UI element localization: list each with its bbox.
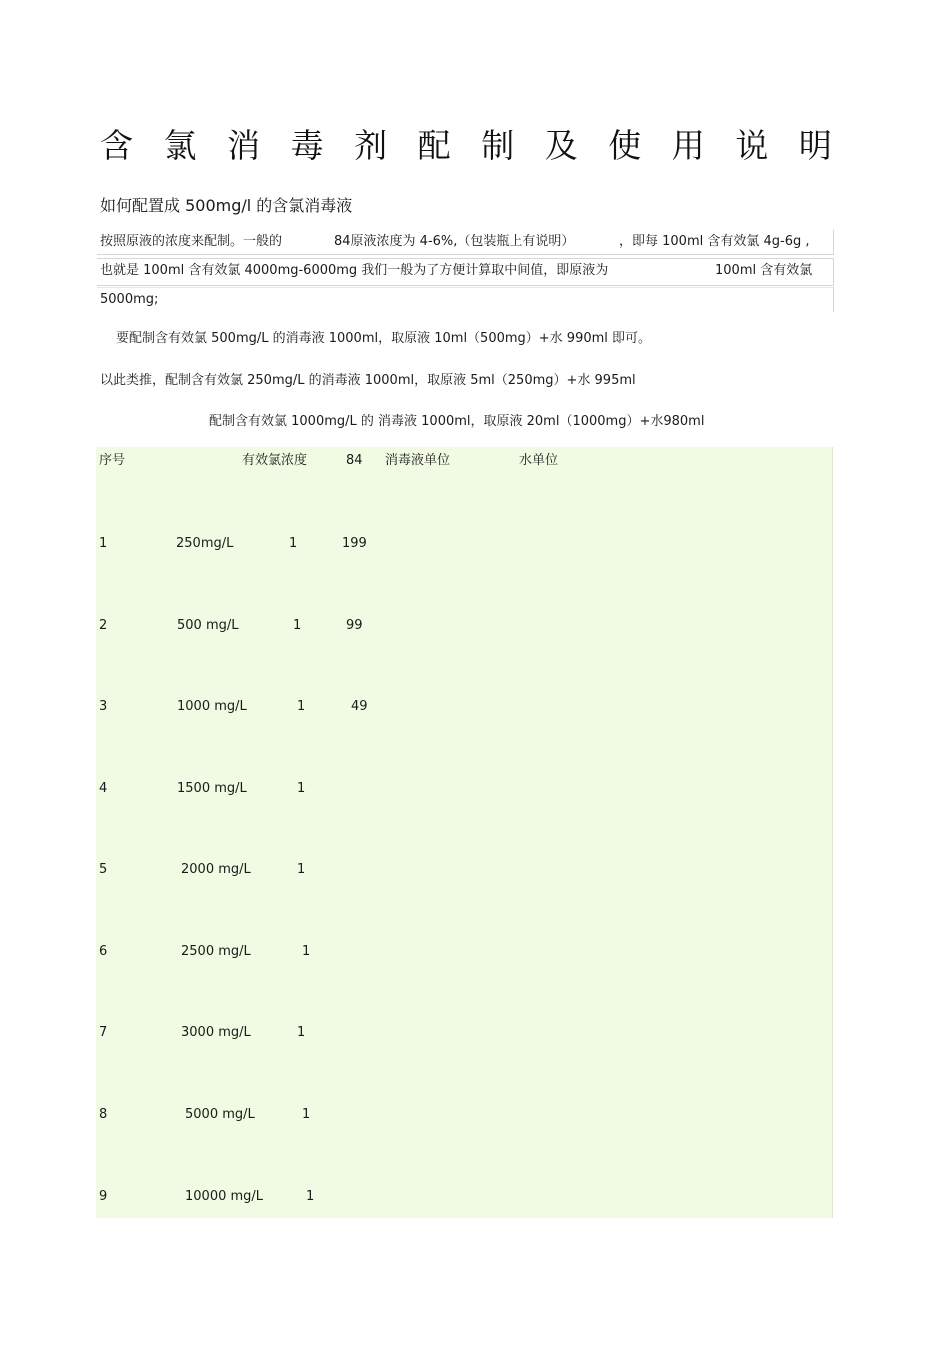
table-cell-concentration: 2000 mg/L xyxy=(181,862,251,877)
table-cell-concentration: 5000 mg/L xyxy=(185,1107,255,1122)
table-cell-index: 2 xyxy=(99,618,108,633)
table-cell-disinfectant: 1 xyxy=(302,944,311,959)
paragraph-line-3 xyxy=(97,287,834,312)
table-cell-concentration: 2500 mg/L xyxy=(181,944,251,959)
paragraph-text: 100ml 含有效氯 xyxy=(715,263,813,278)
table-cell-index: 6 xyxy=(99,944,108,959)
page-title xyxy=(100,124,832,168)
paragraph-text: 按照原液的浓度来配制。一般的 xyxy=(100,234,283,249)
paragraph-text: 5000mg; xyxy=(100,292,159,307)
table-cell-concentration: 1000 mg/L xyxy=(177,699,247,714)
subtitle: 如何配置成 500mg/l 的含氯消毒液 xyxy=(100,196,353,215)
instruction-line: 要配制含有效氯 500mg/L 的消毒液 1000ml，取原液 10ml（500mg）+水 990ml 即可。 xyxy=(116,331,652,346)
title-char: 使 xyxy=(608,126,642,165)
paragraph-text: 84原液浓度为 4-6%,（包装瓶上有说明） xyxy=(334,234,575,249)
title-char: 消 xyxy=(227,126,261,165)
table-cell-concentration: 10000 mg/L xyxy=(185,1189,264,1204)
table-cell-water: 199 xyxy=(342,536,367,551)
table-cell-water: 49 xyxy=(351,699,368,714)
title-char: 剂 xyxy=(354,126,388,165)
instruction-line: 以此类推，配制含有效氯 250mg/L 的消毒液 1000ml，取原液 5ml（250mg）+水 995ml xyxy=(100,373,636,388)
title-char: 氯 xyxy=(163,126,197,165)
table-cell-disinfectant: 1 xyxy=(297,781,306,796)
paragraph-line-1 xyxy=(97,230,834,255)
table-cell-disinfectant: 1 xyxy=(293,618,302,633)
table-header-disinfectant-unit: 消毒液单位 xyxy=(385,453,451,468)
table-cell-concentration: 250mg/L xyxy=(176,536,234,551)
paragraph-text: ，即每 100ml 含有效氯 4g-6g , xyxy=(619,234,810,249)
instruction-line: 配制含有效氯 1000mg/L 的 消毒液 1000ml，取原液 20ml（1000mg）+水980ml xyxy=(209,414,705,429)
table-header-water-unit: 水单位 xyxy=(519,453,559,468)
table-cell-index: 7 xyxy=(99,1025,108,1040)
paragraph-text: 也就是 100ml 含有效氯 4000mg-6000mg 我们一般为了方便计算取中间值，即原液为 xyxy=(100,263,609,278)
table-cell-index: 9 xyxy=(99,1189,108,1204)
table-cell-concentration: 3000 mg/L xyxy=(181,1025,251,1040)
title-char: 毒 xyxy=(290,126,324,165)
table-header-concentration: 有效氯浓度 xyxy=(242,453,308,468)
title-char: 明 xyxy=(798,126,832,165)
table-cell-index: 4 xyxy=(99,781,108,796)
table-cell-index: 8 xyxy=(99,1107,108,1122)
table-cell-disinfectant: 1 xyxy=(297,1025,306,1040)
table-cell-index: 1 xyxy=(99,536,108,551)
table-cell-concentration: 500 mg/L xyxy=(177,618,239,633)
dilution-table xyxy=(96,447,833,1218)
title-char: 用 xyxy=(671,126,705,165)
table-cell-concentration: 1500 mg/L xyxy=(177,781,247,796)
title-char: 含 xyxy=(100,126,133,165)
table-cell-disinfectant: 1 xyxy=(306,1189,315,1204)
title-char: 及 xyxy=(544,126,578,165)
title-char: 配 xyxy=(417,126,451,165)
paragraph-line-2 xyxy=(97,258,834,286)
table-cell-disinfectant: 1 xyxy=(297,699,306,714)
title-char: 说 xyxy=(735,126,769,165)
table-cell-disinfectant: 1 xyxy=(302,1107,311,1122)
table-header-84: 84 xyxy=(346,453,363,468)
table-cell-disinfectant: 1 xyxy=(297,862,306,877)
table-cell-index: 3 xyxy=(99,699,108,714)
table-cell-water: 99 xyxy=(346,618,363,633)
table-cell-disinfectant: 1 xyxy=(289,536,298,551)
title-char: 制 xyxy=(481,126,515,165)
table-cell-index: 5 xyxy=(99,862,108,877)
table-header-index: 序号 xyxy=(99,453,126,468)
